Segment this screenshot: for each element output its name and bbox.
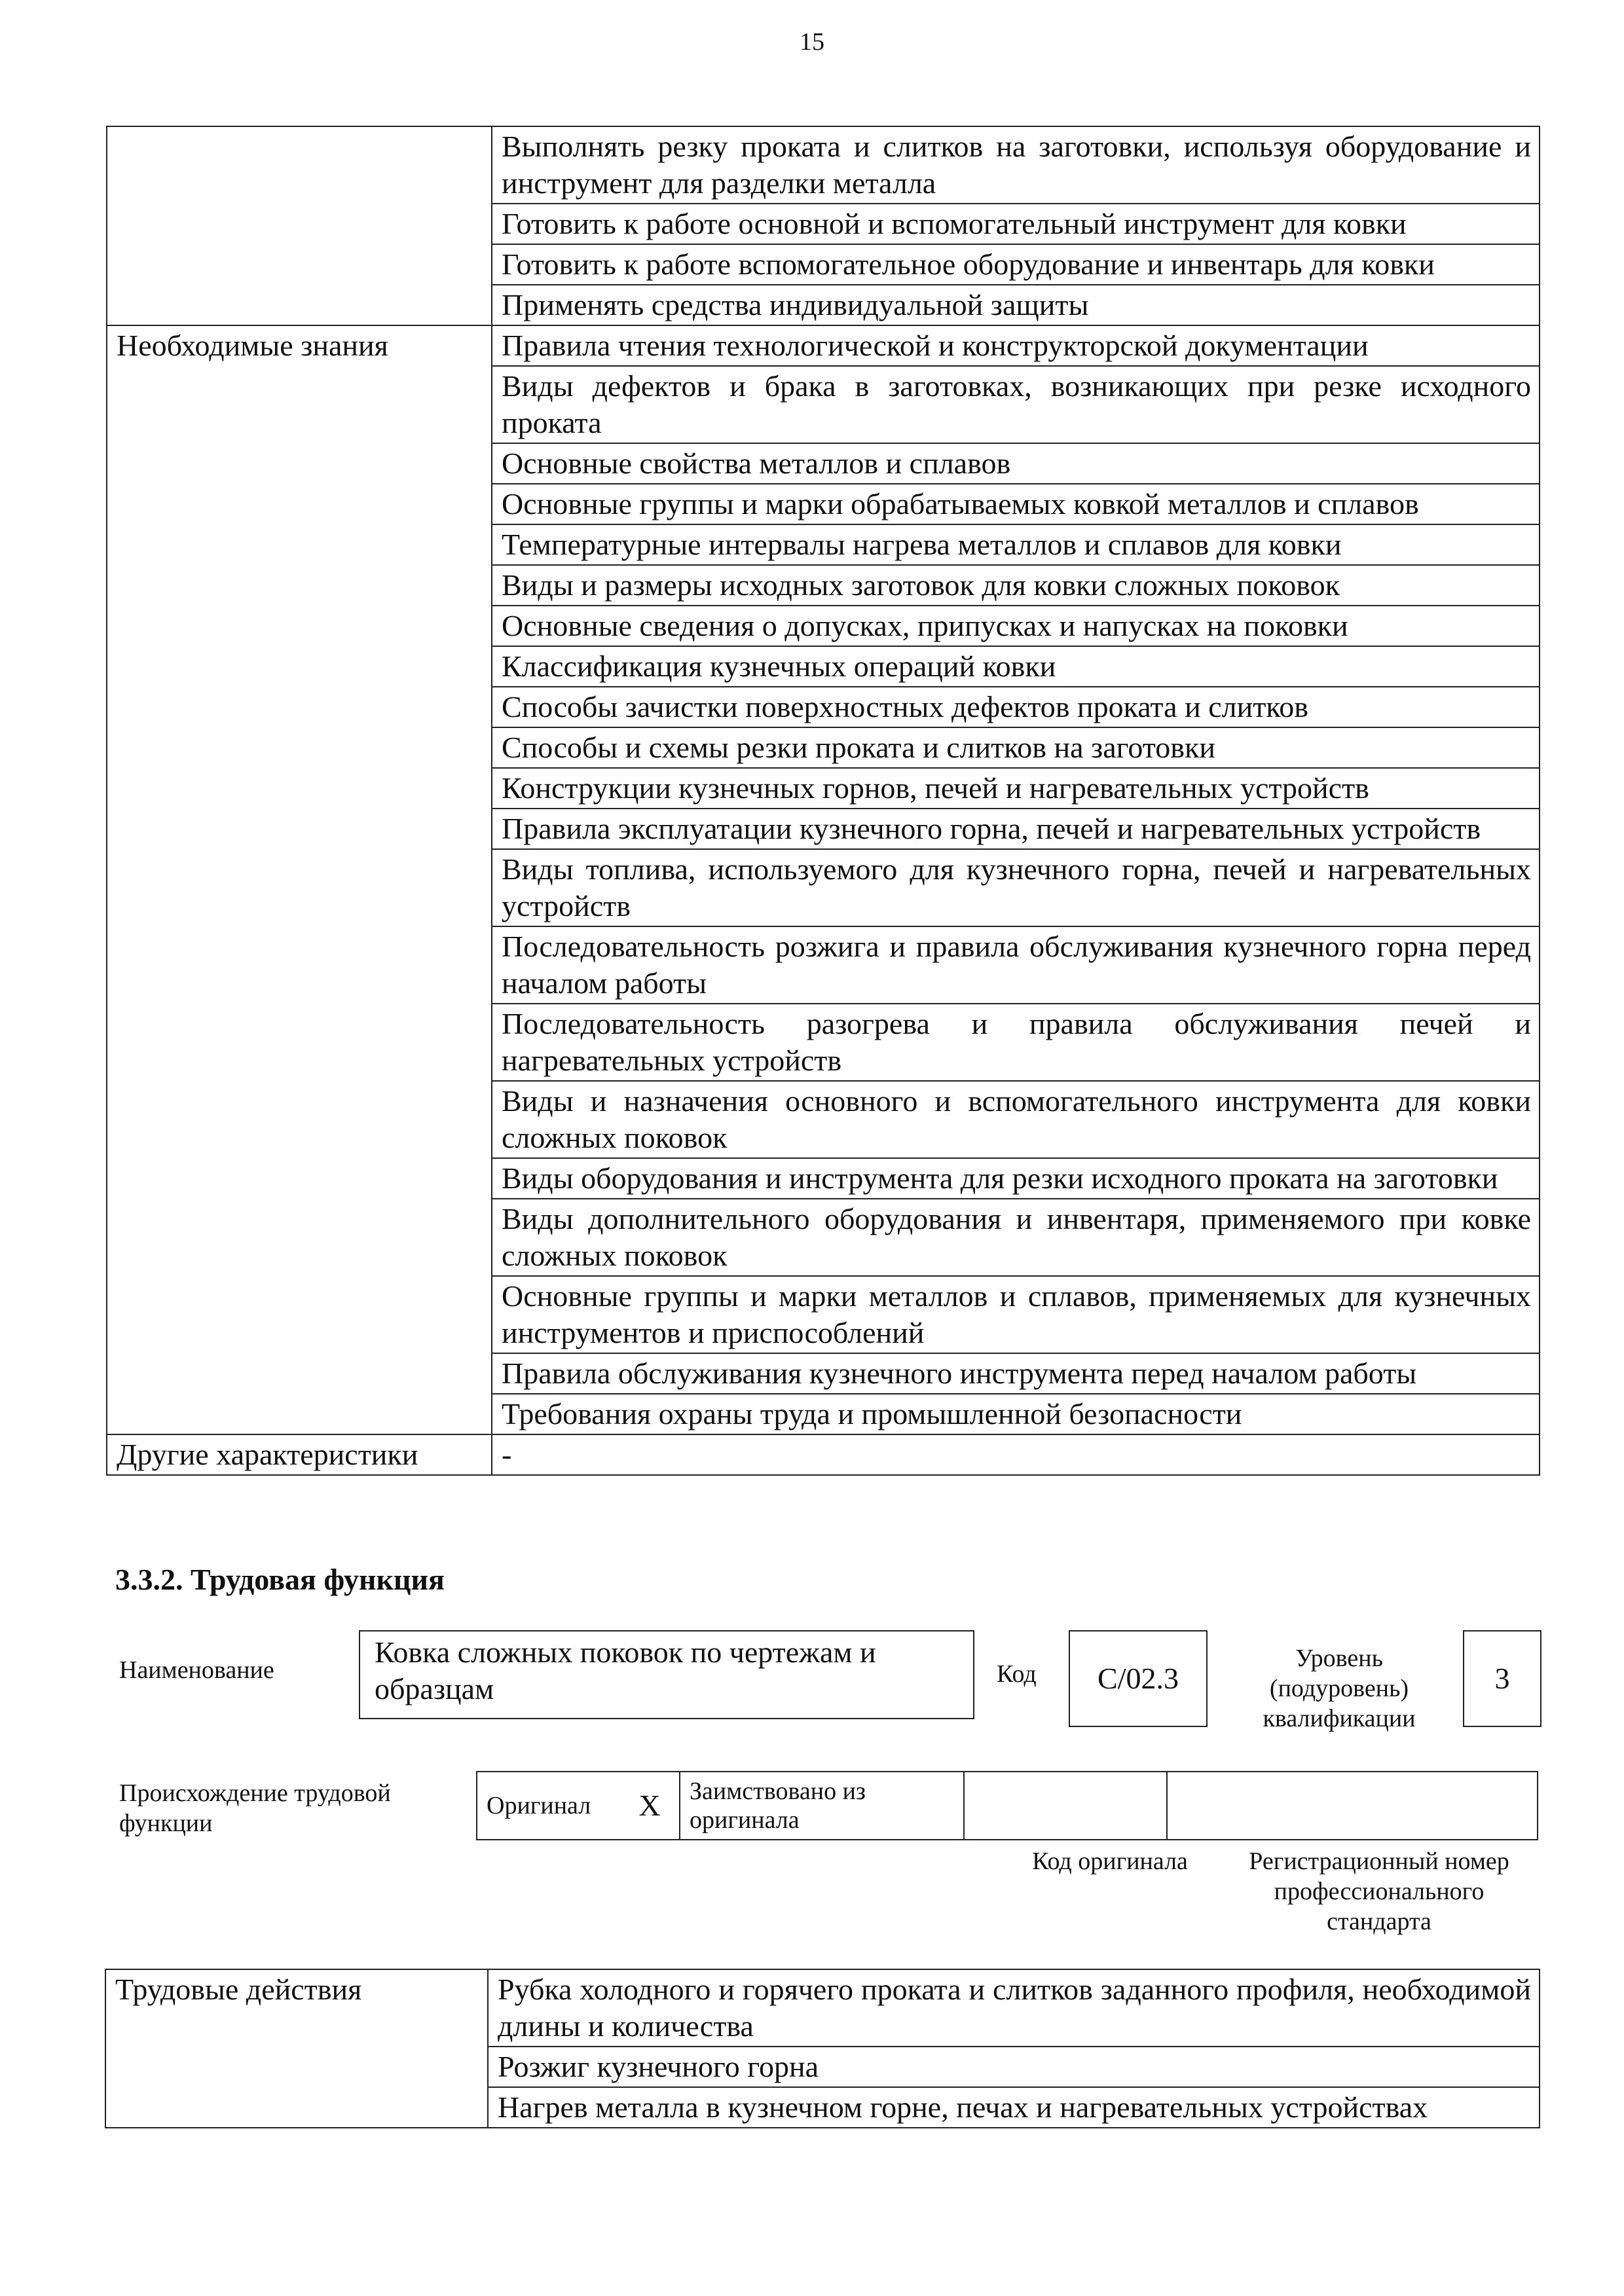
original-label: Оригинал [477,1772,620,1840]
original-mark: X [620,1772,680,1840]
table-row [107,1434,1540,1475]
table-row [107,325,1540,366]
knowledge-item: Правила чтения технологической и конструкторской документации [492,325,1540,366]
code-label: Код [997,1660,1037,1688]
skill-item: Готовить к работе основной и вспомогательный инструмент для ковки [492,204,1540,244]
knowledge-item: Виды и назначения основного и вспомогательного инструмента для ковки сложных поковок [492,1081,1540,1158]
knowledge-item: Основные сведения о допусках, припусках и напусках на поковки [492,606,1540,646]
knowledge-item: Классификация кузнечных операций ковки [492,646,1540,687]
table-row [107,126,1540,204]
knowledge-item: Температурные интервалы нагрева металлов и сплавов для ковки [492,524,1540,565]
labor-actions-table [105,1969,1540,2128]
knowledge-item: Правила обслуживания кузнечного инструмента перед началом работы [492,1353,1540,1394]
knowledge-item: Виды и размеры исходных заготовок для ковки сложных поковок [492,565,1540,606]
empty-label-cell [107,126,492,325]
origin-table [476,1771,1538,1840]
knowledge-item: Способы зачистки поверхностных дефектов проката и слитков [492,687,1540,727]
table-row [477,1772,1538,1840]
knowledge-item: Виды дополнительного оборудования и инвентаря, применяемого при ковке сложных поковок [492,1199,1540,1276]
function-name-box: Ковка сложных поковок по чертежам и образцам [359,1630,974,1719]
code-value-box: C/02.3 [1069,1630,1208,1727]
name-label: Наименование [119,1656,274,1684]
skill-item: Применять средства индивидуальной защиты [492,285,1540,325]
skill-item: Готовить к работе вспомогательное оборудование и инвентарь для ковки [492,244,1540,285]
page-number: 15 [800,28,824,56]
section-title: 3.3.2. Трудовая функция [115,1563,445,1596]
reg-number-cell [1167,1772,1538,1840]
knowledge-item: Основные группы и марки металлов и сплавов, применяемых для кузнечных инструментов и приспособлений [492,1276,1540,1353]
level-label: Уровень (подуровень) квалификации [1263,1645,1416,1732]
knowledge-item: Последовательность разогрева и правила обслуживания печей и нагревательных устройств [492,1004,1540,1081]
level-value-box: 3 [1463,1630,1541,1727]
knowledge-item: Требования охраны труда и промышленной безопасности [492,1394,1540,1434]
table-row [105,1969,1540,2047]
knowledge-item: Основные свойства металлов и сплавов [492,443,1540,484]
knowledge-item: Виды дефектов и брака в заготовках, возникающих при резке исходного проката [492,366,1540,443]
reg-number-caption: Регистрационный номер профессионального стандарта [1249,1848,1509,1935]
labor-action-item: Розжиг кузнечного горна [488,2047,1540,2087]
knowledge-item: Правила эксплуатации кузнечного горна, печей и нагревательных устройств [492,809,1540,849]
knowledge-item: Способы и схемы резки проката и слитков на заготовки [492,727,1540,768]
skill-item: Выполнять резку проката и слитков на заготовки, используя оборудование и инструмент для разделки металла [492,126,1540,204]
labor-action-item: Нагрев металла в кузнечном горне, печах и нагревательных устройствах [488,2087,1540,2128]
knowledge-item: Основные группы и марки обрабатываемых ковкой металлов и сплавов [492,484,1540,524]
other-characteristics-value: - [492,1434,1540,1475]
knowledge-item: Последовательность розжига и правила обслуживания кузнечного горна перед началом работы [492,926,1540,1004]
code-original-caption: Код оригинала [1032,1848,1188,1875]
knowledge-table [106,126,1540,1476]
knowledge-item: Виды топлива, используемого для кузнечного горна, печей и нагревательных устройств [492,849,1540,926]
borrowed-label: Заимствовано из оригинала [680,1772,964,1840]
code-original-cell [964,1772,1167,1840]
origin-label: Происхождение трудовой функции [119,1779,391,1837]
knowledge-item: Виды оборудования и инструмента для резки исходного проката на заготовки [492,1158,1540,1199]
labor-actions-label: Трудовые действия [105,1969,488,2128]
knowledge-item: Конструкции кузнечных горнов, печей и нагревательных устройств [492,768,1540,809]
other-characteristics-label: Другие характеристики [107,1434,492,1475]
knowledge-label: Необходимые знания [107,325,492,1434]
labor-action-item: Рубка холодного и горячего проката и слитков заданного профиля, необходимой длины и количества [488,1969,1540,2047]
